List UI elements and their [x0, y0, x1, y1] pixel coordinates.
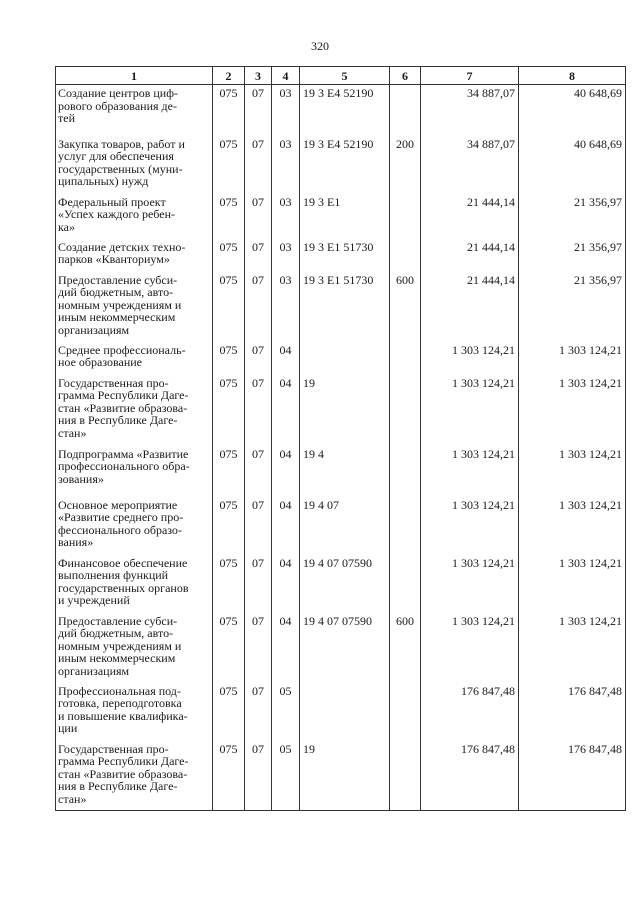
header-col-1: 1 — [56, 67, 213, 85]
cell-name: Предоставление субси- дий бюджетным, авто- номным учреждениям и иным некоммерческим организациям — [56, 272, 213, 342]
cell-section: 07 — [245, 613, 272, 683]
cell-subsection: 05 — [272, 741, 300, 811]
header-col-8: 8 — [519, 67, 626, 85]
table-row — [56, 85, 626, 136]
cell-name: Создание центров циф- рового образования де- тей — [56, 85, 213, 136]
cell-subsection: 04 — [272, 375, 300, 446]
table-row — [56, 613, 626, 683]
cell-admin-code: 075 — [213, 194, 245, 239]
cell-section: 07 — [245, 194, 272, 239]
cell-amount-2: 21 356,97 — [519, 272, 626, 342]
cell-amount-1: 21 444,14 — [421, 194, 519, 239]
cell-expense-type — [390, 446, 421, 497]
cell-amount-1: 1 303 124,21 — [421, 375, 519, 446]
cell-amount-2: 176 847,48 — [519, 741, 626, 811]
cell-section: 07 — [245, 136, 272, 194]
cell-target-article — [300, 342, 390, 375]
cell-amount-2: 1 303 124,21 — [519, 555, 626, 613]
cell-section: 07 — [245, 375, 272, 446]
cell-subsection: 04 — [272, 555, 300, 613]
cell-subsection: 04 — [272, 446, 300, 497]
cell-target-article: 19 — [300, 375, 390, 446]
cell-expense-type — [390, 683, 421, 741]
cell-section: 07 — [245, 446, 272, 497]
cell-amount-2: 1 303 124,21 — [519, 342, 626, 375]
cell-subsection: 04 — [272, 613, 300, 683]
cell-target-article: 19 3 E1 — [300, 194, 390, 239]
table-row — [56, 342, 626, 375]
cell-expense-type: 200 — [390, 136, 421, 194]
cell-expense-type — [390, 239, 421, 272]
cell-subsection: 03 — [272, 85, 300, 136]
cell-target-article: 19 3 E4 52190 — [300, 85, 390, 136]
cell-admin-code: 075 — [213, 497, 245, 555]
table-row — [56, 683, 626, 741]
cell-admin-code: 075 — [213, 375, 245, 446]
budget-table-container — [55, 66, 625, 811]
cell-name: Основное мероприятие «Развитие среднего про- фессионального образо- вания» — [56, 497, 213, 555]
cell-amount-2: 1 303 124,21 — [519, 613, 626, 683]
cell-section: 07 — [245, 497, 272, 555]
table-body — [56, 85, 626, 811]
cell-admin-code: 075 — [213, 446, 245, 497]
cell-amount-2: 1 303 124,21 — [519, 446, 626, 497]
cell-expense-type — [390, 497, 421, 555]
header-col-6: 6 — [390, 67, 421, 85]
cell-name: Закупка товаров, работ и услуг для обеспечения государственных (муни- ципальных) нужд — [56, 136, 213, 194]
cell-amount-1: 1 303 124,21 — [421, 497, 519, 555]
cell-amount-1: 1 303 124,21 — [421, 555, 519, 613]
cell-section: 07 — [245, 239, 272, 272]
table-row — [56, 497, 626, 555]
cell-admin-code: 075 — [213, 136, 245, 194]
cell-amount-2: 176 847,48 — [519, 683, 626, 741]
header-col-7: 7 — [421, 67, 519, 85]
cell-target-article: 19 4 07 07590 — [300, 555, 390, 613]
cell-name: Среднее профессиональ- ное образование — [56, 342, 213, 375]
cell-amount-1: 21 444,14 — [421, 272, 519, 342]
header-col-4: 4 — [272, 67, 300, 85]
table-row — [56, 375, 626, 446]
cell-admin-code: 075 — [213, 272, 245, 342]
cell-target-article: 19 3 E1 51730 — [300, 239, 390, 272]
cell-target-article: 19 4 07 — [300, 497, 390, 555]
cell-amount-1: 34 887,07 — [421, 85, 519, 136]
cell-name: Государственная про- грамма Республики Даге- стан «Развитие образова- ния в Республике Даге- стан» — [56, 375, 213, 446]
cell-target-article: 19 4 07 07590 — [300, 613, 390, 683]
table-row — [56, 239, 626, 272]
cell-amount-2: 21 356,97 — [519, 239, 626, 272]
cell-amount-2: 1 303 124,21 — [519, 375, 626, 446]
cell-admin-code: 075 — [213, 683, 245, 741]
cell-amount-1: 1 303 124,21 — [421, 613, 519, 683]
table-row — [56, 741, 626, 811]
table-row — [56, 446, 626, 497]
cell-name: Профессиональная под- готовка, переподготовка и повышение квалифика- ции — [56, 683, 213, 741]
cell-admin-code: 075 — [213, 342, 245, 375]
cell-target-article: 19 3 E4 52190 — [300, 136, 390, 194]
table-row — [56, 136, 626, 194]
cell-admin-code: 075 — [213, 239, 245, 272]
cell-section: 07 — [245, 85, 272, 136]
cell-name: Подпрограмма «Развитие профессионального обра- зования» — [56, 446, 213, 497]
cell-expense-type — [390, 85, 421, 136]
cell-subsection: 04 — [272, 342, 300, 375]
cell-amount-2: 21 356,97 — [519, 194, 626, 239]
table-row — [56, 555, 626, 613]
cell-admin-code: 075 — [213, 613, 245, 683]
cell-section: 07 — [245, 741, 272, 811]
cell-amount-2: 40 648,69 — [519, 85, 626, 136]
table-row — [56, 194, 626, 239]
cell-amount-1: 176 847,48 — [421, 741, 519, 811]
cell-subsection: 03 — [272, 272, 300, 342]
budget-table — [55, 66, 626, 811]
table-header-row — [56, 67, 626, 85]
cell-section: 07 — [245, 555, 272, 613]
cell-subsection: 03 — [272, 194, 300, 239]
cell-name: Федеральный проект «Успех каждого ребен- ка» — [56, 194, 213, 239]
cell-target-article: 19 3 E1 51730 — [300, 272, 390, 342]
cell-expense-type: 600 — [390, 272, 421, 342]
cell-amount-1: 1 303 124,21 — [421, 342, 519, 375]
cell-amount-2: 40 648,69 — [519, 136, 626, 194]
page-number: 320 — [311, 39, 329, 53]
cell-expense-type — [390, 741, 421, 811]
header-col-3: 3 — [245, 67, 272, 85]
header-col-5: 5 — [300, 67, 390, 85]
cell-amount-1: 21 444,14 — [421, 239, 519, 272]
cell-expense-type — [390, 555, 421, 613]
cell-section: 07 — [245, 683, 272, 741]
cell-name: Предоставление субси- дий бюджетным, авто- номным учреждениям и иным некоммерческим организациям — [56, 613, 213, 683]
cell-admin-code: 075 — [213, 741, 245, 811]
cell-expense-type — [390, 342, 421, 375]
cell-amount-2: 1 303 124,21 — [519, 497, 626, 555]
cell-target-article: 19 — [300, 741, 390, 811]
cell-subsection: 05 — [272, 683, 300, 741]
cell-target-article: 19 4 — [300, 446, 390, 497]
cell-admin-code: 075 — [213, 555, 245, 613]
cell-expense-type: 600 — [390, 613, 421, 683]
cell-name: Государственная про- грамма Республики Даге- стан «Развитие образова- ния в Республике Даге- стан» — [56, 741, 213, 811]
cell-target-article — [300, 683, 390, 741]
table-row — [56, 272, 626, 342]
cell-admin-code: 075 — [213, 85, 245, 136]
cell-section: 07 — [245, 272, 272, 342]
cell-amount-1: 176 847,48 — [421, 683, 519, 741]
cell-name: Создание детских техно- парков «Кванториум» — [56, 239, 213, 272]
cell-subsection: 03 — [272, 239, 300, 272]
cell-section: 07 — [245, 342, 272, 375]
header-col-2: 2 — [213, 67, 245, 85]
cell-subsection: 03 — [272, 136, 300, 194]
cell-subsection: 04 — [272, 497, 300, 555]
cell-amount-1: 34 887,07 — [421, 136, 519, 194]
cell-amount-1: 1 303 124,21 — [421, 446, 519, 497]
cell-expense-type — [390, 375, 421, 446]
cell-name: Финансовое обеспечение выполнения функций государственных органов и учреждений — [56, 555, 213, 613]
cell-expense-type — [390, 194, 421, 239]
